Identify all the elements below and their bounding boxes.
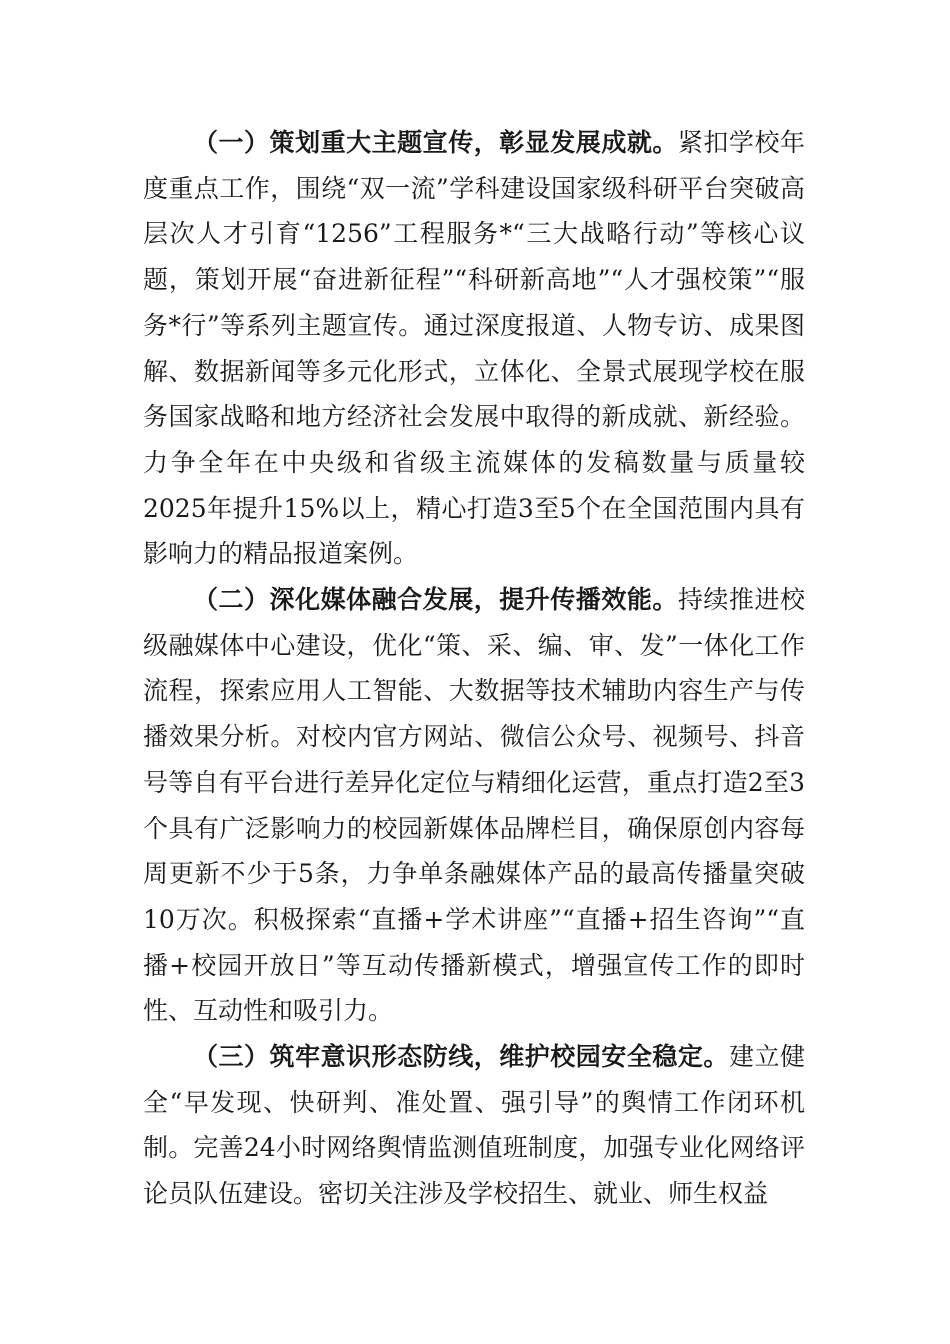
paragraph-3-heading: （三）筑牢意识形态防线，维护校园安全稳定。 bbox=[193, 1042, 729, 1072]
document-body bbox=[143, 120, 805, 1217]
paragraph-1 bbox=[143, 120, 805, 577]
paragraph-3-text: 建立健全“早发现、快研判、准处置、强引导”的舆情工作闭环机制。完善24小时网络舆情监测值班制度，加强专业化网络评论员队伍建设。密切关注涉及学校招生、就业、师生权益 bbox=[143, 1042, 805, 1209]
paragraph-2-text: 持续推进校级融媒体中心建设，优化“策、采、编、审、发”一体化工作流程，探索应用人工智能、大数据等技术辅助内容生产与传播效果分析。对校内官方网站、微信公众号、视频号、抖音号等自有平台进行差异化定位与精细化运营，重点打造2至3个具有广泛影响力的校园新媒体品牌栏目，确保原创内容每周更新不少于5条，力争单条融媒体产品的最高传播量突破10万次。积极探索“直播+学术讲座”“直播+招生咨询”“直播+校园开放日”等互动传播新模式，增强宣传工作的即时性、互动性和吸引力。 bbox=[143, 585, 805, 1026]
paragraph-2-heading: （二）深化媒体融合发展，提升传播效能。 bbox=[193, 585, 678, 615]
paragraph-2 bbox=[143, 577, 805, 1034]
paragraph-3 bbox=[143, 1034, 805, 1217]
paragraph-1-text: 紧扣学校年度重点工作，围绕“双一流”学科建设国家级科研平台突破高层次人才引育“1256”工程服务*“三大战略行动”等核心议题，策划开展“奋进新征程”“科研新高地”“人才强校策”“服务*行”等系列主题宣传。通过深度报道、人物专访、成果图解、数据新闻等多元化形式，立体化、全景式展现学校在服务国家战略和地方经济社会发展中取得的新成就、新经验。力争全年在中央级和省级主流媒体的发稿数量与质量较2025年提升15%以上，精心打造3至5个在全国范围内具有影响力的精品报道案例。 bbox=[143, 128, 805, 569]
paragraph-1-heading: （一）策划重大主题宣传，彰显发展成就。 bbox=[193, 128, 678, 157]
